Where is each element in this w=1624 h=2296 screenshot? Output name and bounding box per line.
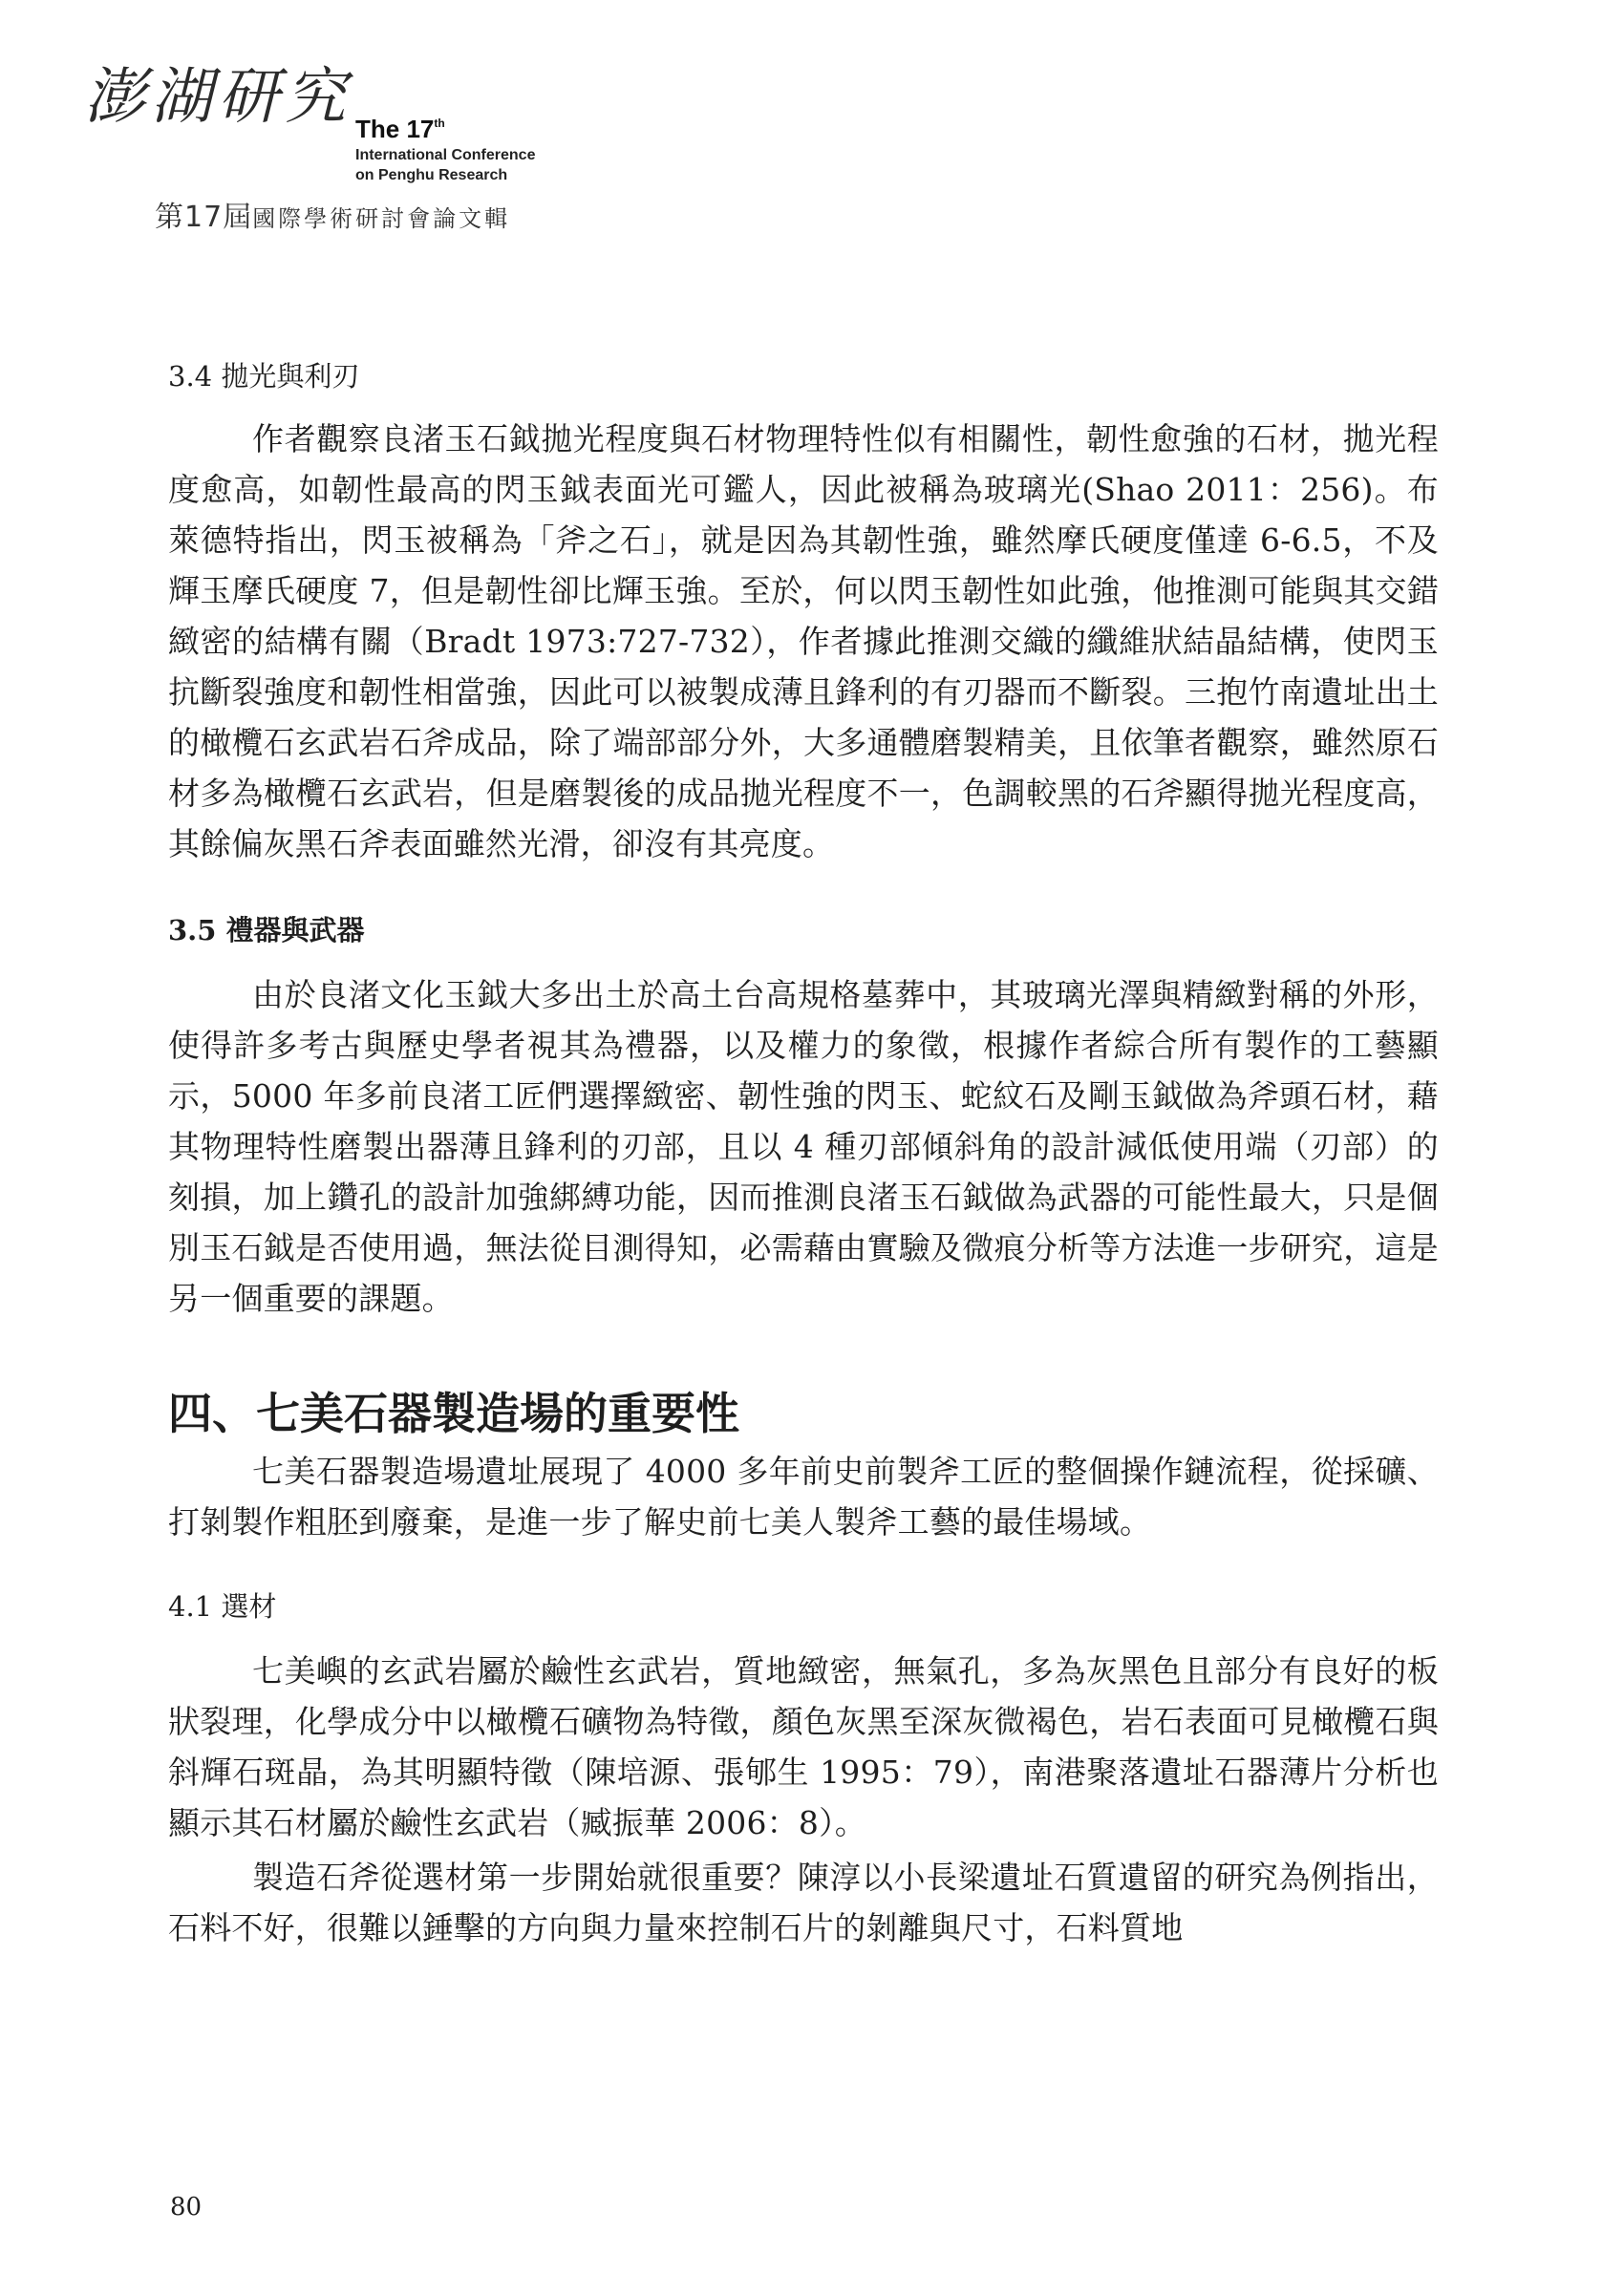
logo-edition (355, 115, 445, 144)
paragraph-4-1-b: 製造石斧從選材第一步開始就很重要？陳淳以小長梁遺址石質遺留的研究為例指出，石料不好，很難以錘擊的方向與力量來控制石片的剝離與尺寸，石料質地 (168, 1859, 1439, 1946)
section-heading-3-5: 3.5 禮器與武器 (168, 914, 365, 946)
logo-subtitle-proceedings: 國際學術研討會論文輯 (252, 205, 511, 232)
conference-logo (76, 59, 611, 234)
chapter-heading-4: 四、七美石器製造場的重要性 (168, 1388, 739, 1439)
logo-subtitle-edition: 第17屆 (155, 201, 253, 234)
logo-edition-suffix: th (434, 117, 445, 130)
logo-line-2: on Penghu Research (355, 167, 508, 183)
logo-line-1: International Conference (355, 147, 536, 163)
logo-title: 澎湖研究 (84, 62, 352, 133)
page-number: 80 (170, 2193, 203, 2222)
section-heading-4-1: 4.1 選材 (168, 1590, 277, 1623)
section-heading-3-4: 3.4 拋光與利刃 (168, 360, 360, 393)
paragraph-4-intro: 七美石器製造場遺址展現了 4000 多年前史前製斧工匠的整個操作鏈流程，從採礦、打剝製作粗胚到廢棄，是進一步了解史前七美人製斧工藝的最佳場域。 (168, 1453, 1439, 1541)
paragraph-4-1-a: 七美嶼的玄武岩屬於鹼性玄武岩，質地緻密，無氣孔，多為灰黑色且部分有良好的板狀裂理，化學成分中以橄欖石礦物為特徵，顏色灰黑至深灰微褐色，岩石表面可見橄欖石與斜輝石斑晶，為其明顯特徵（陳培源、張郇生 1995：79），南港聚落遺址石器薄片分析也顯示其石材屬於鹼性玄武岩（臧振華 2006：8）。 (168, 1652, 1439, 1841)
page-body (168, 355, 1439, 1953)
paragraph-3-4: 作者觀察良渚玉石鉞拋光程度與石材物理特性似有相關性，韌性愈強的石材，拋光程度愈高，如韌性最高的閃玉鉞表面光可鑑人，因此被稱為玻璃光(Shao 2011：256)。布萊德特指出，閃玉被稱為「斧之石」，就是因為其韌性強，雖然摩氏硬度僅達 6-6.5，不及輝玉摩氏硬度 7，但是韌性卻比輝玉強。至於，何以閃玉韌性如此強，他推測可能與其交錯緻密的結構有關（Bradt 1973:727-732），作者據此推測交織的纖維狀結晶結構，使閃玉抗斷裂強度和韌性相當強，因此可以被製成薄且鋒利的有刃器而不斷裂。三抱竹南遺址出土的橄欖石玄武岩石斧成品，除了端部部分外，大多通體磨製精美，且依筆者觀察，雖然原石材多為橄欖石玄武岩，但是磨製後的成品拋光程度不一，色調較黑的石斧顯得拋光程度高，其餘偏灰黑石斧表面雖然光滑，卻沒有其亮度。 (168, 420, 1439, 862)
paragraph-3-5: 由於良渚文化玉鉞大多出土於高土台高規格墓葬中，其玻璃光澤與精緻對稱的外形，使得許多考古與歷史學者視其為禮器，以及權力的象徵，根據作者綜合所有製作的工藝顯示，5000 年多前良渚工匠們選擇緻密、韌性強的閃玉、蛇紋石及剛玉鉞做為斧頭石材，藉其物理特性磨製出器薄且鋒利的刃部，且以 4 種刃部傾斜角的設計減低使用端（刃部）的刻損，加上鑽孔的設計加強綁縛功能，因而推測良渚玉石鉞做為武器的可能性最大，只是個別玉石鉞是否使用過，無法從目測得知，必需藉由實驗及微痕分析等方法進一步研究，這是另一個重要的課題。 (168, 976, 1439, 1317)
logo-edition-prefix: The 17 (355, 115, 435, 143)
logo-subtitle (155, 193, 510, 235)
